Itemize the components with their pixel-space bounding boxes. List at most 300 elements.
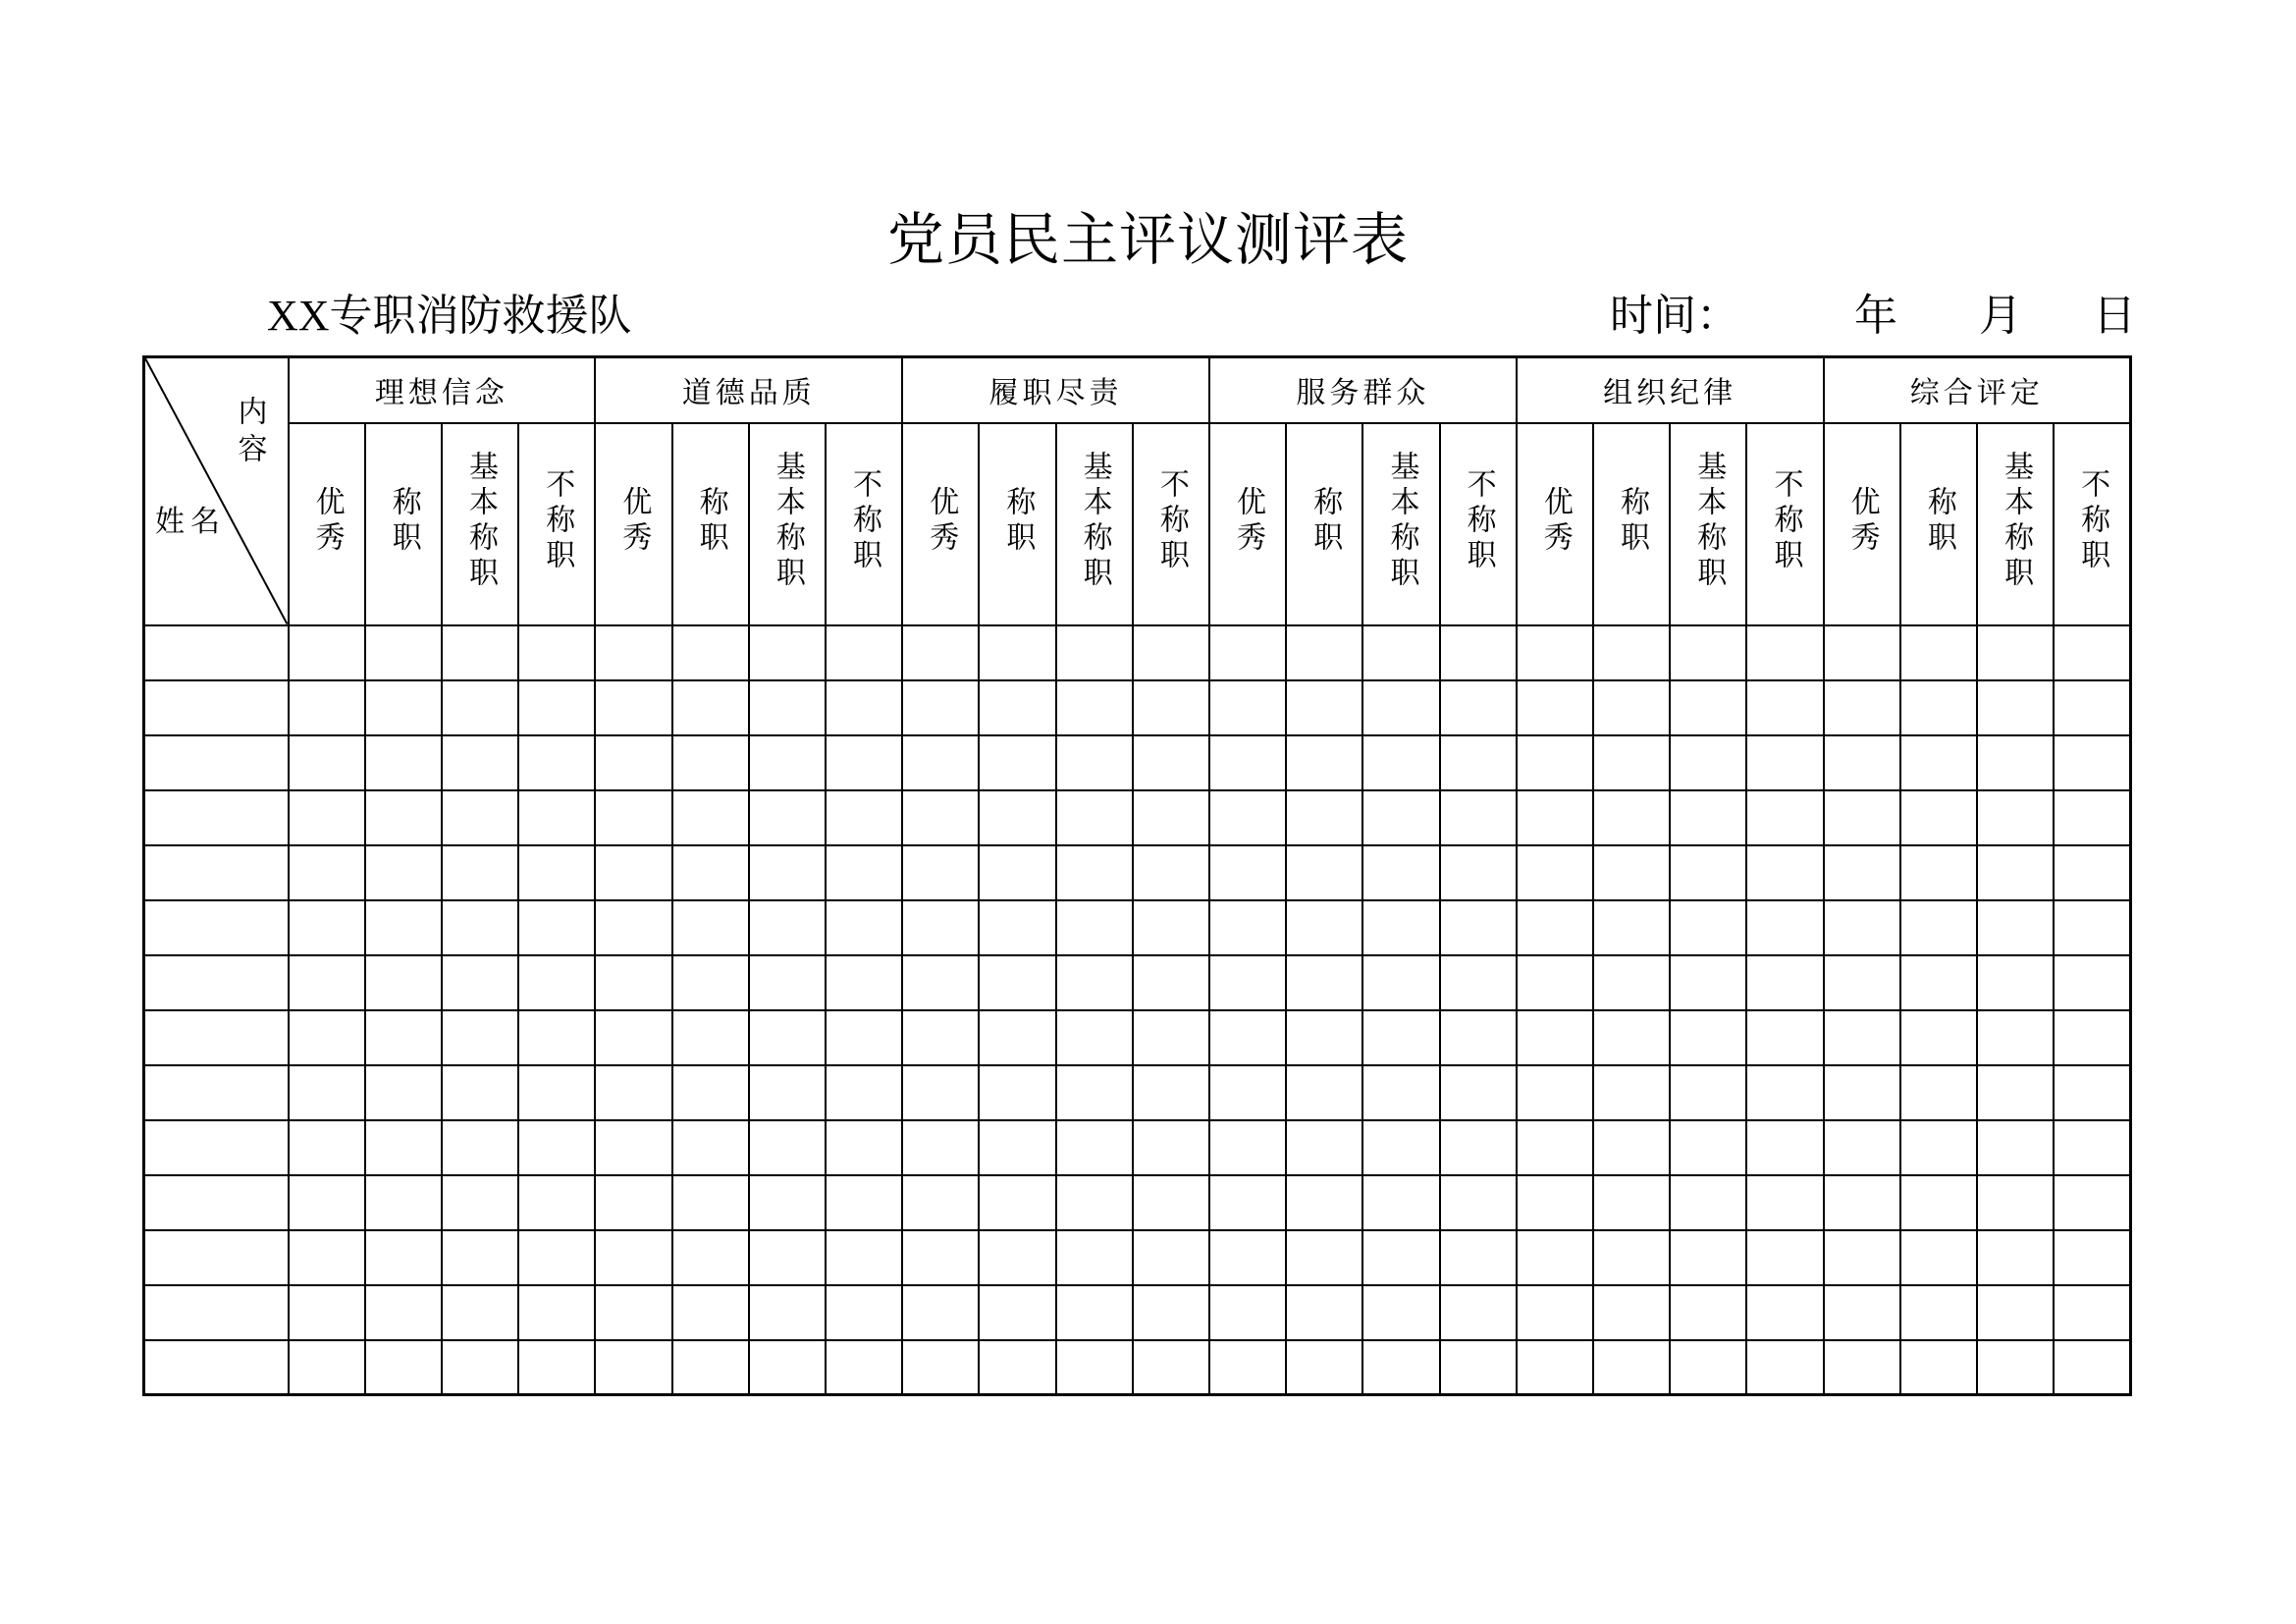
rating-cell[interactable] [979,1065,1055,1120]
rating-cell[interactable] [1440,1175,1517,1230]
rating-cell[interactable] [1670,790,1746,845]
rating-cell[interactable] [1133,735,1209,790]
rating-cell[interactable] [1670,1175,1746,1230]
rating-cell[interactable] [1209,1065,1286,1120]
rating-cell[interactable] [826,1340,902,1395]
rating-cell[interactable] [365,1010,442,1065]
rating-cell[interactable] [1440,680,1517,735]
rating-cell[interactable] [672,735,749,790]
rating-cell[interactable] [1746,1065,1823,1120]
rating-cell[interactable] [365,955,442,1010]
rating-cell[interactable] [826,680,902,735]
rating-cell[interactable] [902,845,979,900]
rating-cell[interactable] [289,735,365,790]
rating-cell[interactable] [289,1065,365,1120]
rating-cell[interactable] [1746,845,1823,900]
rating-cell[interactable] [595,1340,671,1395]
rating-cell[interactable] [595,900,671,955]
rating-cell[interactable] [1900,1285,1977,1340]
rating-cell[interactable] [595,1230,671,1285]
rating-cell[interactable] [749,1230,826,1285]
rating-cell[interactable] [442,625,518,680]
rating-cell[interactable] [1977,1010,2054,1065]
rating-cell[interactable] [1056,845,1133,900]
rating-cell[interactable] [1362,1340,1439,1395]
rating-cell[interactable] [289,1175,365,1230]
rating-cell[interactable] [672,625,749,680]
rating-cell[interactable] [1517,735,1593,790]
rating-cell[interactable] [595,680,671,735]
rating-cell[interactable] [1362,1120,1439,1175]
rating-cell[interactable] [1593,625,1670,680]
rating-cell[interactable] [1286,1230,1362,1285]
rating-cell[interactable] [1133,1340,1209,1395]
rating-cell[interactable] [1362,1285,1439,1340]
rating-cell[interactable] [1209,1010,1286,1065]
rating-cell[interactable] [1209,845,1286,900]
rating-cell[interactable] [2054,1340,2130,1395]
rating-cell[interactable] [1056,1285,1133,1340]
rating-cell[interactable] [1746,1285,1823,1340]
rating-cell[interactable] [902,1340,979,1395]
rating-cell[interactable] [1440,845,1517,900]
rating-cell[interactable] [442,955,518,1010]
rating-cell[interactable] [1670,735,1746,790]
rating-cell[interactable] [1056,680,1133,735]
rating-cell[interactable] [979,900,1055,955]
rating-cell[interactable] [1746,735,1823,790]
rating-cell[interactable] [2054,955,2130,1010]
rating-cell[interactable] [1517,790,1593,845]
rating-cell[interactable] [902,955,979,1010]
rating-cell[interactable] [1824,735,1900,790]
rating-cell[interactable] [1824,845,1900,900]
name-cell[interactable] [144,1065,289,1120]
rating-cell[interactable] [1440,625,1517,680]
rating-cell[interactable] [1900,845,1977,900]
rating-cell[interactable] [442,1175,518,1230]
rating-cell[interactable] [518,955,595,1010]
rating-cell[interactable] [979,1340,1055,1395]
rating-cell[interactable] [1056,955,1133,1010]
rating-cell[interactable] [826,735,902,790]
rating-cell[interactable] [902,1065,979,1120]
rating-cell[interactable] [518,1010,595,1065]
rating-cell[interactable] [365,1065,442,1120]
rating-cell[interactable] [1824,1340,1900,1395]
rating-cell[interactable] [1746,955,1823,1010]
rating-cell[interactable] [1440,1230,1517,1285]
rating-cell[interactable] [365,1120,442,1175]
rating-cell[interactable] [979,735,1055,790]
rating-cell[interactable] [749,1340,826,1395]
rating-cell[interactable] [1977,1340,2054,1395]
rating-cell[interactable] [1133,1230,1209,1285]
rating-cell[interactable] [1362,1010,1439,1065]
rating-cell[interactable] [1362,1065,1439,1120]
rating-cell[interactable] [749,1010,826,1065]
rating-cell[interactable] [1746,790,1823,845]
rating-cell[interactable] [442,1285,518,1340]
rating-cell[interactable] [518,625,595,680]
rating-cell[interactable] [365,900,442,955]
rating-cell[interactable] [1133,790,1209,845]
rating-cell[interactable] [1286,1175,1362,1230]
rating-cell[interactable] [1517,1065,1593,1120]
rating-cell[interactable] [1440,790,1517,845]
rating-cell[interactable] [1286,735,1362,790]
rating-cell[interactable] [1209,1285,1286,1340]
rating-cell[interactable] [672,1065,749,1120]
rating-cell[interactable] [1209,680,1286,735]
rating-cell[interactable] [826,845,902,900]
rating-cell[interactable] [826,955,902,1010]
rating-cell[interactable] [1824,900,1900,955]
rating-cell[interactable] [518,1340,595,1395]
rating-cell[interactable] [1517,625,1593,680]
rating-cell[interactable] [1593,900,1670,955]
rating-cell[interactable] [2054,680,2130,735]
rating-cell[interactable] [1440,1285,1517,1340]
rating-cell[interactable] [1440,1010,1517,1065]
rating-cell[interactable] [2054,625,2130,680]
rating-cell[interactable] [1670,1285,1746,1340]
rating-cell[interactable] [1056,1065,1133,1120]
rating-cell[interactable] [365,680,442,735]
rating-cell[interactable] [1824,1065,1900,1120]
rating-cell[interactable] [1900,1340,1977,1395]
rating-cell[interactable] [1440,955,1517,1010]
rating-cell[interactable] [1593,845,1670,900]
rating-cell[interactable] [1824,1230,1900,1285]
rating-cell[interactable] [1824,790,1900,845]
rating-cell[interactable] [1977,955,2054,1010]
rating-cell[interactable] [1670,1230,1746,1285]
rating-cell[interactable] [1746,1010,1823,1065]
rating-cell[interactable] [979,1285,1055,1340]
rating-cell[interactable] [1746,900,1823,955]
rating-cell[interactable] [1900,1175,1977,1230]
rating-cell[interactable] [1209,955,1286,1010]
rating-cell[interactable] [1670,680,1746,735]
rating-cell[interactable] [1056,790,1133,845]
rating-cell[interactable] [1133,955,1209,1010]
rating-cell[interactable] [518,845,595,900]
rating-cell[interactable] [1746,680,1823,735]
rating-cell[interactable] [442,680,518,735]
rating-cell[interactable] [2054,1010,2130,1065]
rating-cell[interactable] [1593,1340,1670,1395]
rating-cell[interactable] [2054,1230,2130,1285]
rating-cell[interactable] [672,1285,749,1340]
rating-cell[interactable] [826,1230,902,1285]
rating-cell[interactable] [595,845,671,900]
rating-cell[interactable] [1517,845,1593,900]
rating-cell[interactable] [289,1010,365,1065]
rating-cell[interactable] [902,1120,979,1175]
rating-cell[interactable] [595,1010,671,1065]
rating-cell[interactable] [289,680,365,735]
name-cell[interactable] [144,1285,289,1340]
rating-cell[interactable] [1670,900,1746,955]
rating-cell[interactable] [1056,900,1133,955]
rating-cell[interactable] [1746,1120,1823,1175]
name-cell[interactable] [144,680,289,735]
rating-cell[interactable] [826,625,902,680]
rating-cell[interactable] [1593,1175,1670,1230]
rating-cell[interactable] [2054,1065,2130,1120]
rating-cell[interactable] [1056,1120,1133,1175]
rating-cell[interactable] [672,1340,749,1395]
rating-cell[interactable] [1286,900,1362,955]
name-cell[interactable] [144,790,289,845]
rating-cell[interactable] [979,625,1055,680]
rating-cell[interactable] [1670,1010,1746,1065]
rating-cell[interactable] [1593,1230,1670,1285]
rating-cell[interactable] [365,1340,442,1395]
name-cell[interactable] [144,955,289,1010]
rating-cell[interactable] [1362,790,1439,845]
name-cell[interactable] [144,1340,289,1395]
rating-cell[interactable] [595,790,671,845]
rating-cell[interactable] [826,1175,902,1230]
rating-cell[interactable] [1593,955,1670,1010]
rating-cell[interactable] [365,790,442,845]
rating-cell[interactable] [672,680,749,735]
rating-cell[interactable] [1900,1230,1977,1285]
rating-cell[interactable] [1286,1285,1362,1340]
rating-cell[interactable] [289,625,365,680]
rating-cell[interactable] [365,735,442,790]
rating-cell[interactable] [442,845,518,900]
rating-cell[interactable] [595,1175,671,1230]
rating-cell[interactable] [1440,1340,1517,1395]
rating-cell[interactable] [1362,680,1439,735]
rating-cell[interactable] [1133,1285,1209,1340]
rating-cell[interactable] [672,845,749,900]
rating-cell[interactable] [979,1175,1055,1230]
rating-cell[interactable] [1133,680,1209,735]
rating-cell[interactable] [1977,680,2054,735]
rating-cell[interactable] [442,1340,518,1395]
rating-cell[interactable] [442,735,518,790]
name-cell[interactable] [144,1175,289,1230]
rating-cell[interactable] [1133,1010,1209,1065]
rating-cell[interactable] [749,1175,826,1230]
rating-cell[interactable] [1056,1175,1133,1230]
rating-cell[interactable] [1209,1230,1286,1285]
rating-cell[interactable] [749,680,826,735]
rating-cell[interactable] [2054,845,2130,900]
rating-cell[interactable] [2054,1120,2130,1175]
rating-cell[interactable] [1440,735,1517,790]
rating-cell[interactable] [1977,1285,2054,1340]
rating-cell[interactable] [1440,1065,1517,1120]
rating-cell[interactable] [1900,955,1977,1010]
rating-cell[interactable] [749,1285,826,1340]
rating-cell[interactable] [1670,1065,1746,1120]
rating-cell[interactable] [1362,900,1439,955]
rating-cell[interactable] [1133,1065,1209,1120]
rating-cell[interactable] [1977,790,2054,845]
rating-cell[interactable] [749,735,826,790]
rating-cell[interactable] [1286,790,1362,845]
rating-cell[interactable] [289,900,365,955]
rating-cell[interactable] [365,1285,442,1340]
rating-cell[interactable] [2054,1285,2130,1340]
rating-cell[interactable] [518,1175,595,1230]
rating-cell[interactable] [1362,955,1439,1010]
rating-cell[interactable] [1977,625,2054,680]
rating-cell[interactable] [365,1175,442,1230]
rating-cell[interactable] [442,1230,518,1285]
rating-cell[interactable] [1670,845,1746,900]
name-cell[interactable] [144,735,289,790]
rating-cell[interactable] [902,680,979,735]
rating-cell[interactable] [1133,900,1209,955]
rating-cell[interactable] [1286,680,1362,735]
rating-cell[interactable] [1670,955,1746,1010]
rating-cell[interactable] [1746,1230,1823,1285]
rating-cell[interactable] [1362,1175,1439,1230]
rating-cell[interactable] [2054,1175,2130,1230]
rating-cell[interactable] [1362,735,1439,790]
rating-cell[interactable] [1824,1175,1900,1230]
rating-cell[interactable] [902,900,979,955]
rating-cell[interactable] [1209,1175,1286,1230]
rating-cell[interactable] [1593,790,1670,845]
rating-cell[interactable] [979,845,1055,900]
rating-cell[interactable] [1593,1285,1670,1340]
rating-cell[interactable] [595,1285,671,1340]
rating-cell[interactable] [1977,845,2054,900]
rating-cell[interactable] [1977,1065,2054,1120]
rating-cell[interactable] [1362,1230,1439,1285]
rating-cell[interactable] [979,1010,1055,1065]
rating-cell[interactable] [672,1010,749,1065]
rating-cell[interactable] [1824,1010,1900,1065]
rating-cell[interactable] [672,955,749,1010]
rating-cell[interactable] [1746,1340,1823,1395]
rating-cell[interactable] [1746,1175,1823,1230]
rating-cell[interactable] [672,1175,749,1230]
rating-cell[interactable] [1286,1010,1362,1065]
rating-cell[interactable] [442,900,518,955]
rating-cell[interactable] [1440,1120,1517,1175]
rating-cell[interactable] [1056,625,1133,680]
rating-cell[interactable] [1824,955,1900,1010]
rating-cell[interactable] [1670,1120,1746,1175]
rating-cell[interactable] [289,790,365,845]
rating-cell[interactable] [1517,1175,1593,1230]
rating-cell[interactable] [902,735,979,790]
rating-cell[interactable] [1824,1120,1900,1175]
rating-cell[interactable] [672,900,749,955]
name-cell[interactable] [144,1010,289,1065]
rating-cell[interactable] [902,1230,979,1285]
rating-cell[interactable] [979,790,1055,845]
rating-cell[interactable] [749,1120,826,1175]
rating-cell[interactable] [1517,680,1593,735]
rating-cell[interactable] [1209,735,1286,790]
rating-cell[interactable] [518,790,595,845]
rating-cell[interactable] [1517,1230,1593,1285]
rating-cell[interactable] [1286,625,1362,680]
rating-cell[interactable] [826,1010,902,1065]
rating-cell[interactable] [1517,955,1593,1010]
rating-cell[interactable] [518,735,595,790]
rating-cell[interactable] [289,845,365,900]
rating-cell[interactable] [1746,625,1823,680]
rating-cell[interactable] [1977,1120,2054,1175]
rating-cell[interactable] [1286,1340,1362,1395]
rating-cell[interactable] [1362,625,1439,680]
rating-cell[interactable] [1593,1065,1670,1120]
rating-cell[interactable] [749,900,826,955]
rating-cell[interactable] [365,845,442,900]
rating-cell[interactable] [1977,900,2054,955]
rating-cell[interactable] [518,900,595,955]
name-cell[interactable] [144,1120,289,1175]
rating-cell[interactable] [1517,1120,1593,1175]
rating-cell[interactable] [1209,900,1286,955]
rating-cell[interactable] [1670,1340,1746,1395]
rating-cell[interactable] [1286,955,1362,1010]
rating-cell[interactable] [749,625,826,680]
rating-cell[interactable] [2054,790,2130,845]
rating-cell[interactable] [1670,625,1746,680]
rating-cell[interactable] [289,1120,365,1175]
rating-cell[interactable] [1593,1010,1670,1065]
rating-cell[interactable] [902,1285,979,1340]
rating-cell[interactable] [595,735,671,790]
rating-cell[interactable] [518,1285,595,1340]
rating-cell[interactable] [2054,735,2130,790]
rating-cell[interactable] [1900,680,1977,735]
rating-cell[interactable] [749,1065,826,1120]
rating-cell[interactable] [595,625,671,680]
rating-cell[interactable] [1362,845,1439,900]
rating-cell[interactable] [1977,1175,2054,1230]
rating-cell[interactable] [1593,1120,1670,1175]
rating-cell[interactable] [672,790,749,845]
rating-cell[interactable] [749,955,826,1010]
rating-cell[interactable] [1286,1065,1362,1120]
name-cell[interactable] [144,1230,289,1285]
rating-cell[interactable] [365,625,442,680]
rating-cell[interactable] [749,790,826,845]
rating-cell[interactable] [1824,680,1900,735]
rating-cell[interactable] [1517,1285,1593,1340]
rating-cell[interactable] [1440,900,1517,955]
rating-cell[interactable] [1900,1120,1977,1175]
rating-cell[interactable] [826,1120,902,1175]
rating-cell[interactable] [1593,735,1670,790]
rating-cell[interactable] [826,1285,902,1340]
rating-cell[interactable] [1056,1230,1133,1285]
rating-cell[interactable] [289,1285,365,1340]
rating-cell[interactable] [1593,680,1670,735]
rating-cell[interactable] [442,1120,518,1175]
rating-cell[interactable] [1133,1120,1209,1175]
rating-cell[interactable] [902,790,979,845]
rating-cell[interactable] [1517,1340,1593,1395]
rating-cell[interactable] [902,1010,979,1065]
rating-cell[interactable] [1133,625,1209,680]
name-cell[interactable] [144,625,289,680]
rating-cell[interactable] [1286,1120,1362,1175]
rating-cell[interactable] [826,790,902,845]
